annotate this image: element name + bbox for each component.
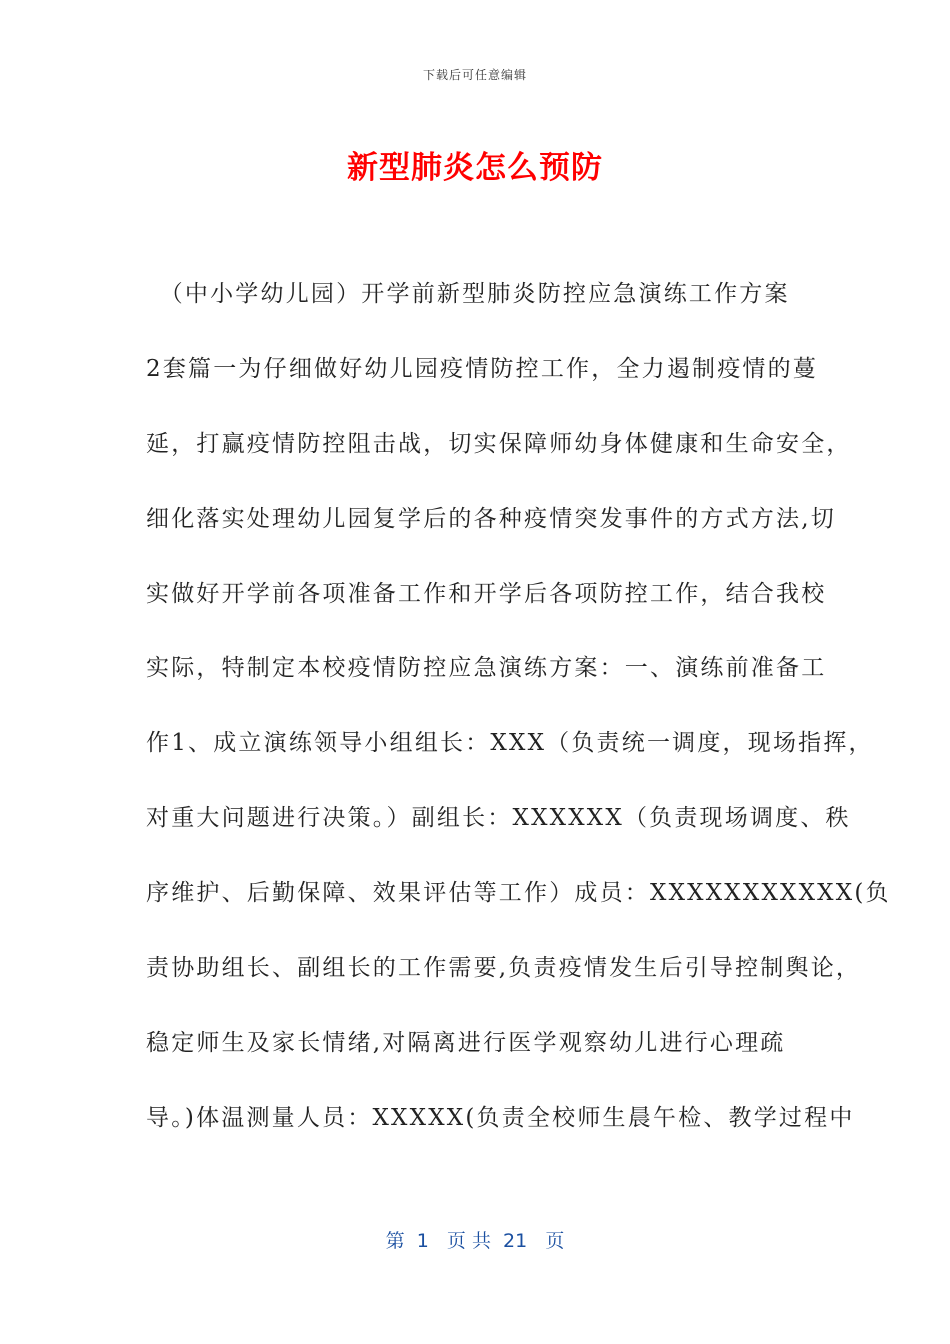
body-line: 责协助组长、副组长的工作需要,负责疫情发生后引导控制舆论， [146,955,862,982]
body-line: 对重大问题进行决策。）副组长：XXXXXX（负责现场调度、秩 [146,805,851,832]
body-line: 2套篇一为仔细做好幼儿园疫情防控工作，全力遏制疫情的蔓 [146,355,819,382]
body-line: 细化落实处理幼儿园复学后的各种疫情突发事件的方式方法,切 [146,505,836,532]
page-title: 新型肺炎怎么预防 [347,150,603,186]
body-line: 导。)体温测量人员：XXXXX(负责全校师生晨午检、教学过程中 [146,1104,855,1131]
body-line: 序维护、后勤保障、效果评估等工作）成员：XXXXXXXXXXX(负 [146,880,891,907]
body-text [146,278,891,1177]
header-note: 下载后可任意编辑 [422,68,527,82]
body-line: 实际，特制定本校疫情防控应急演练方案：一、演练前准备工 [146,655,827,682]
body-line: 实做好开学前各项准备工作和开学后各项防控工作，结合我校 [146,580,827,607]
page-number-footer: 第 1 页 共 21 页 [385,1230,565,1252]
body-line: （中小学幼儿园）开学前新型肺炎防控应急演练工作方案 [146,281,790,307]
body-line: 作1、成立演练领导小组组长：XXX（负责统一调度，现场指挥， [146,730,874,757]
body-line: 稳定师生及家长情绪,对隔离进行医学观察幼儿进行心理疏 [146,1029,786,1056]
body-line: 延，打赢疫情防控阻击战，切实保障师幼身体健康和生命安全， [146,430,852,457]
